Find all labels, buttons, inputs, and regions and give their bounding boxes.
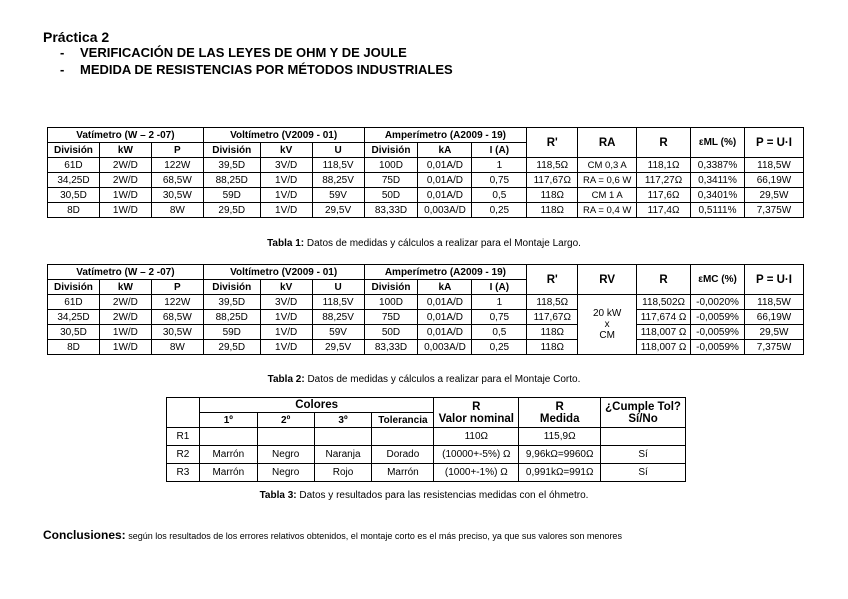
table-montaje-corto [47, 264, 804, 355]
table-cell: 30,5D [48, 188, 100, 203]
table-ohmetro [166, 397, 686, 482]
header-cumple-line2: Sí/No [628, 412, 658, 425]
table-cell: 117,67Ω [527, 310, 578, 325]
table-row [167, 428, 686, 446]
bullet-dash: - [60, 45, 65, 60]
table-cell: 61D [48, 158, 100, 173]
conclusions-label: Conclusiones: [43, 528, 126, 542]
table-cell: 2W/D [99, 158, 151, 173]
header-r-medida-line2: Medida [539, 412, 580, 425]
table-row [48, 203, 804, 218]
sub-header-cell: I (A) [472, 280, 527, 295]
table-cell: Dorado [372, 446, 434, 464]
table-cell: 118,5V [312, 158, 364, 173]
table-cell: 1V/D [260, 310, 312, 325]
table-cell: 75D [364, 310, 418, 325]
table-row [167, 446, 686, 464]
table-cell: R1 [167, 428, 200, 446]
table-cell [199, 428, 257, 446]
header-colores: Colores [199, 398, 433, 413]
sub-header-cell: kA [418, 143, 472, 158]
table-cell: 0,01A/D [418, 173, 472, 188]
table-cell: Marrón [199, 464, 257, 482]
table-row [48, 158, 804, 173]
caption-label: Tabla 3: [259, 490, 297, 501]
table-cell: 39,5D [203, 158, 260, 173]
header-r-medida [519, 398, 601, 428]
table-cell: 117,6Ω [637, 188, 691, 203]
header-cumple [601, 398, 686, 428]
table-cell: 118,007 Ω [637, 340, 691, 355]
table-cell: 88,25V [312, 310, 364, 325]
table-cell: 118Ω [527, 188, 578, 203]
objectives-list [60, 44, 453, 78]
table-cell: 118,5Ω [527, 158, 578, 173]
table-montaje-largo [47, 127, 804, 218]
sub-header-cell: División [364, 143, 418, 158]
table-cell: 117,4Ω [637, 203, 691, 218]
group-header-amperimetro: Amperímetro (A2009 - 19) [364, 128, 527, 143]
header-error: εML (%) [691, 128, 745, 158]
group-header-vatimetro: Vatímetro (W – 2 -07) [48, 128, 204, 143]
table-cell: 1W/D [99, 340, 151, 355]
table-cell: 3V/D [260, 158, 312, 173]
table-cell: 0,003A/D [418, 203, 472, 218]
table-cell: 1W/D [99, 203, 151, 218]
table-cell: 59D [203, 188, 260, 203]
table-cell: 34,25D [48, 310, 100, 325]
table-cell: 0,01A/D [418, 188, 472, 203]
table-cell: (10000+-5%) Ω [434, 446, 519, 464]
table-cell: 61D [48, 295, 100, 310]
table-cell: 88,25D [203, 310, 260, 325]
table-row [48, 340, 804, 355]
table-cell [372, 428, 434, 446]
table-cell: 118,1Ω [637, 158, 691, 173]
table-cell: Naranja [314, 446, 372, 464]
table-cell: 117,674 Ω [637, 310, 691, 325]
table-row [48, 310, 804, 325]
sub-header-cell: P [151, 280, 203, 295]
table3-caption [0, 490, 848, 501]
table-cell: Rojo [314, 464, 372, 482]
table-cell: 118,007 Ω [637, 325, 691, 340]
table-cell: 66,19W [745, 310, 804, 325]
table-cell: 2W/D [99, 173, 151, 188]
bullet-dash: - [60, 62, 65, 77]
table-cell: 0,25 [472, 340, 527, 355]
table-cell: 0,5 [472, 325, 527, 340]
table-cell: 0,3387% [691, 158, 745, 173]
sub-header-cell: kW [99, 280, 151, 295]
table-cell: Marrón [199, 446, 257, 464]
conclusions [43, 528, 622, 542]
rv-line: 20 kW [593, 308, 622, 319]
table-cell [257, 428, 314, 446]
table-cell: 68,5W [151, 310, 203, 325]
table-cell: 30,5D [48, 325, 100, 340]
header-ra: RA [578, 128, 637, 158]
table-cell: 1V/D [260, 203, 312, 218]
table-cell: 29,5D [203, 203, 260, 218]
group-header-voltimetro: Voltímetro (V2009 - 01) [203, 265, 364, 280]
table-cell: 88,25D [203, 173, 260, 188]
table-cell: 50D [364, 188, 418, 203]
sub-header-cell: U [312, 280, 364, 295]
sub-header-cell: División [203, 143, 260, 158]
table-cell: 59V [312, 325, 364, 340]
table-cell: 8D [48, 203, 100, 218]
table-cell: 0,991kΩ=991Ω [519, 464, 601, 482]
sub-header-cell: kV [260, 143, 312, 158]
table-cell: 122W [151, 295, 203, 310]
header-r-prime: R' [527, 265, 578, 295]
sub-header-cell: División [48, 280, 100, 295]
table-cell: -0,0059% [691, 325, 745, 340]
table-cell: 3V/D [260, 295, 312, 310]
table-cell: (1000+-1%) Ω [434, 464, 519, 482]
table-cell: 9,96kΩ=9960Ω [519, 446, 601, 464]
header-empty [167, 398, 200, 428]
table-cell: 115,9Ω [519, 428, 601, 446]
table-cell: 66,19W [744, 173, 803, 188]
table-cell: Negro [257, 464, 314, 482]
table-cell: 118Ω [527, 340, 578, 355]
table-row [48, 173, 804, 188]
header-r: R [637, 265, 691, 295]
sub-header-cell: kA [418, 280, 472, 295]
table-cell: 1W/D [99, 188, 151, 203]
table-cell: 7,375W [745, 340, 804, 355]
conclusions-text: según los resultados de los errores relativos obtenidos, el montaje corto es el más preciso, ya que sus valores son menores [125, 531, 622, 541]
table-cell: 8D [48, 340, 100, 355]
table-cell: -0,0020% [691, 295, 745, 310]
table-cell: 0,5 [472, 188, 527, 203]
table-cell: R3 [167, 464, 200, 482]
table-cell: 50D [364, 325, 418, 340]
table-cell: 118,502Ω [637, 295, 691, 310]
table-cell: 1 [472, 295, 527, 310]
table-cell: 83,33D [364, 340, 418, 355]
table-cell: 118,5W [745, 295, 804, 310]
table-cell: 68,5W [151, 173, 203, 188]
table-cell: 2W/D [99, 295, 151, 310]
table-cell: 118Ω [527, 203, 578, 218]
table-cell: 100D [364, 295, 418, 310]
table-cell: 30,5W [151, 188, 203, 203]
table-cell: 29,5V [312, 340, 364, 355]
table-cell: 59D [203, 325, 260, 340]
table-cell: 1V/D [260, 188, 312, 203]
table-row [48, 295, 804, 310]
objective-text: VERIFICACIÓN DE LAS LEYES DE OHM Y DE JOULE [80, 45, 407, 60]
header-cumple-line1: ¿Cumple Tol? [605, 400, 681, 413]
table-cell [601, 428, 686, 446]
table-cell: 1V/D [260, 173, 312, 188]
table-cell: 1V/D [260, 325, 312, 340]
header-r-nominal-line2: Valor nominal [438, 412, 514, 425]
group-header-vatimetro: Vatímetro (W – 2 -07) [48, 265, 204, 280]
sub-header-cell: División [48, 143, 100, 158]
header-r: R [637, 128, 691, 158]
table-cell: 1W/D [99, 325, 151, 340]
table-cell: Sí [601, 464, 686, 482]
table-cell: 118,5W [744, 158, 803, 173]
table-cell: 7,375W [744, 203, 803, 218]
table-cell: R2 [167, 446, 200, 464]
table-cell: 30,5W [151, 325, 203, 340]
sub-header-cell: kV [260, 280, 312, 295]
header-r-prime: R' [527, 128, 578, 158]
table-row [167, 464, 686, 482]
header-error: εMC (%) [691, 265, 745, 295]
table-cell: 122W [151, 158, 203, 173]
sub-header-cell: División [364, 280, 418, 295]
table-cell: 88,25V [312, 173, 364, 188]
table-cell: 0,003A/D [418, 340, 472, 355]
ra-cell: CM 1 A [578, 188, 637, 203]
header-r-medida-line1: R [555, 400, 564, 413]
header-color-2: 2º [257, 413, 314, 428]
table-cell: Sí [601, 446, 686, 464]
table-cell: 0,5111% [691, 203, 745, 218]
table-cell: 0,25 [472, 203, 527, 218]
table-cell: 8W [151, 340, 203, 355]
objective-item [60, 44, 453, 61]
header-rv: RV [578, 265, 637, 295]
caption-text: Datos y resultados para las resistencias medidas con el óhmetro. [296, 490, 589, 501]
table-cell: 1V/D [260, 340, 312, 355]
header-color-3: 3º [314, 413, 372, 428]
table-cell: 8W [151, 203, 203, 218]
table-cell: 118,5Ω [527, 295, 578, 310]
ra-cell: RA = 0,6 W [578, 173, 637, 188]
table-cell: 0,01A/D [418, 158, 472, 173]
group-header-voltimetro: Voltímetro (V2009 - 01) [203, 128, 364, 143]
caption-label: Tabla 1: [267, 238, 305, 249]
table-cell: 100D [364, 158, 418, 173]
table1-caption [0, 238, 848, 249]
sub-header-cell: P [151, 143, 203, 158]
table-cell: 117,67Ω [527, 173, 578, 188]
table-cell: 0,3411% [691, 173, 745, 188]
sub-header-cell: I (A) [472, 143, 527, 158]
header-power: P = U·I [745, 265, 804, 295]
table-cell: 75D [364, 173, 418, 188]
ra-cell: RA = 0,4 W [578, 203, 637, 218]
sub-header-cell: kW [99, 143, 151, 158]
table-cell: 29,5D [203, 340, 260, 355]
table-cell: 117,27Ω [637, 173, 691, 188]
table-cell: Negro [257, 446, 314, 464]
table-cell: 0,75 [472, 173, 527, 188]
table-row [48, 325, 804, 340]
table-cell: 0,01A/D [418, 295, 472, 310]
table-cell: 110Ω [434, 428, 519, 446]
table-cell: 83,33D [364, 203, 418, 218]
caption-label: Tabla 2: [267, 374, 305, 385]
header-tolerancia: Tolerancia [372, 413, 434, 428]
objective-text: MEDIDA DE RESISTENCIAS POR MÉTODOS INDUSTRIALES [80, 62, 453, 77]
table-cell [314, 428, 372, 446]
group-header-amperimetro: Amperímetro (A2009 - 19) [364, 265, 527, 280]
rv-cell [578, 295, 637, 355]
rv-line: x [604, 319, 610, 330]
rv-line: CM [599, 330, 615, 341]
ra-cell: CM 0,3 A [578, 158, 637, 173]
table-cell: -0,0059% [691, 310, 745, 325]
table-cell: 0,01A/D [418, 310, 472, 325]
header-color-1: 1º [199, 413, 257, 428]
table-cell: Marrón [372, 464, 434, 482]
caption-text: Datos de medidas y cálculos a realizar para el Montaje Largo. [304, 238, 581, 249]
objective-item [60, 61, 453, 78]
caption-text: Datos de medidas y cálculos a realizar para el Montaje Corto. [304, 374, 581, 385]
table-cell: 0,3401% [691, 188, 745, 203]
table2-caption [0, 374, 848, 385]
table-cell: 2W/D [99, 310, 151, 325]
page-title: Práctica 2 [43, 29, 110, 45]
table-cell: 0,01A/D [418, 325, 472, 340]
table-cell: 0,75 [472, 310, 527, 325]
table-cell: 1 [472, 158, 527, 173]
sub-header-cell: División [203, 280, 260, 295]
table-cell: 39,5D [203, 295, 260, 310]
header-r-nominal-line1: R [472, 400, 481, 413]
table-cell: -0,0059% [691, 340, 745, 355]
table-cell: 29,5W [744, 188, 803, 203]
header-power: P = U·I [744, 128, 803, 158]
table-row [48, 188, 804, 203]
table-cell: 59V [312, 188, 364, 203]
sub-header-cell: U [312, 143, 364, 158]
table-cell: 118,5V [312, 295, 364, 310]
table-cell: 118Ω [527, 325, 578, 340]
table-cell: 29,5V [312, 203, 364, 218]
table-cell: 34,25D [48, 173, 100, 188]
header-r-nominal [434, 398, 519, 428]
table-cell: 29,5W [745, 325, 804, 340]
